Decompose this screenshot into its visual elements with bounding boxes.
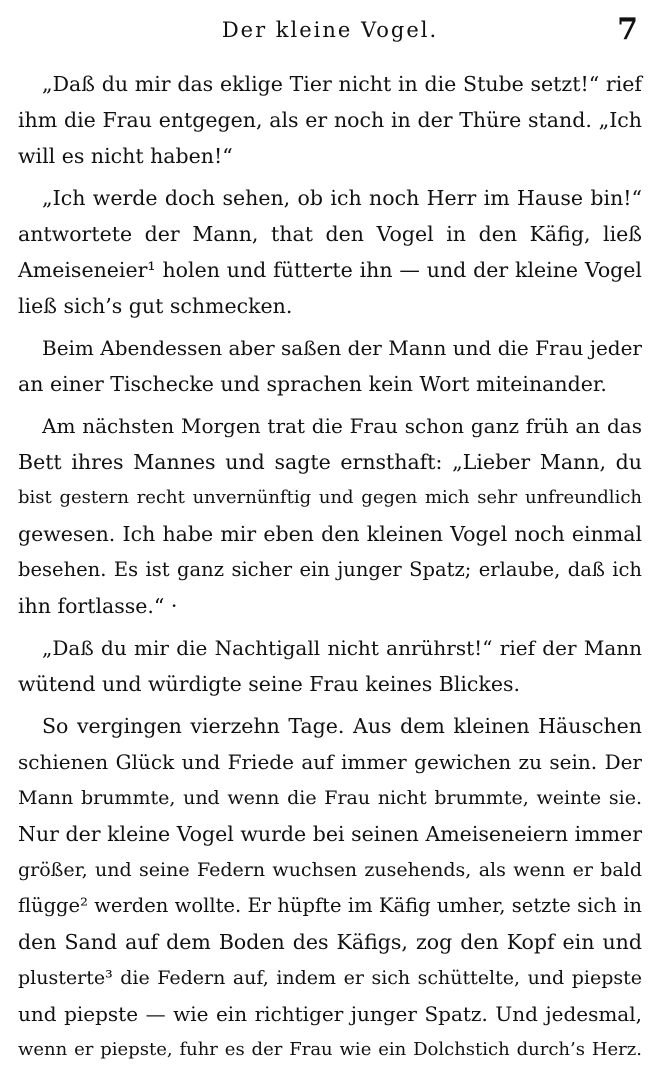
text-line: schienen Glück und Friede auf immer gewichen zu sein. Der [18,750,642,774]
running-title: Der kleine Vogel. [221,18,439,42]
text-line: „Ich werde doch sehen, ob ich noch Herr im Hause bin!“ [42,186,642,210]
text-line: antwortete der Mann, that den Vogel in den Käfig, ließ [18,222,642,246]
text-line: besehen. Es ist ganz sicher ein junger Spatz; erlaube, daß ich [18,558,642,581]
text-line: Ameiseneier¹ holen und fütterte ihn — und der kleine Vogel [18,258,642,282]
text-line: bist gestern recht unvernünftig und gegen mich sehr unfreundlich [18,487,642,508]
text-line: plusterte³ die Federn auf, indem er sich schüttelte, und piepste [18,967,642,989]
text-line: ließ sich’s gut schmecken. [18,294,293,318]
text-line: ihn fortlasse.“ · [18,594,178,618]
text-line: „Daß du mir die Nachtigall nicht anrührst!“ rief der Mann [42,636,642,660]
paragraph [18,408,642,624]
page-header [20,10,640,50]
text-line: Bett ihres Mannes und sagte ernsthaft: „Lieber Mann, du [18,450,642,474]
paragraph [18,630,642,702]
text-line: größer, und seine Federn wuchsen zusehends, als wenn er bald [18,859,642,881]
text-line: Nur der kleine Vogel wurde bei seinen Ameiseneiern immer [18,822,642,846]
text-line: Mann brummte, und wenn die Frau nicht brummte, weinte sie. [18,787,642,809]
text-line: will es nicht haben!“ [18,144,233,168]
paragraph [18,330,642,402]
page-body [18,66,642,1068]
text-line: gewesen. Ich habe mir eben den kleinen Vogel noch einmal [18,522,642,546]
text-line: wütend und würdigte seine Frau keines Blickes. [18,672,520,696]
paragraph [18,180,642,324]
text-line: und piepste — wie ein richtiger junger Spatz. Und jedesmal, [18,1002,642,1026]
text-line: flügge² werden wollte. Er hüpfte im Käfig umher, setzte sich in [18,894,642,917]
text-line: Am nächsten Morgen trat die Frau schon ganz früh an das [42,414,642,438]
page-number: 7 [617,12,638,47]
text-line: wenn er piepste, fuhr es der Frau wie ein Dolchstich durch’s Herz. [18,1039,642,1060]
text-line: So vergingen vierzehn Tage. Aus dem kleinen Häuschen [42,714,642,738]
text-line: Beim Abendessen aber saßen der Mann und die Frau jeder [42,336,642,360]
text-line: den Sand auf dem Boden des Käfigs, zog den Kopf ein und [18,930,642,954]
text-line: an einer Tischecke und sprachen kein Wort miteinander. [18,372,607,396]
text-line: ihm die Frau entgegen, als er noch in der Thüre stand. „Ich [18,108,642,132]
paragraph [18,66,642,174]
paragraph [18,708,642,1068]
text-line: „Daß du mir das eklige Tier nicht in die Stube setzt!“ rief [42,72,642,96]
